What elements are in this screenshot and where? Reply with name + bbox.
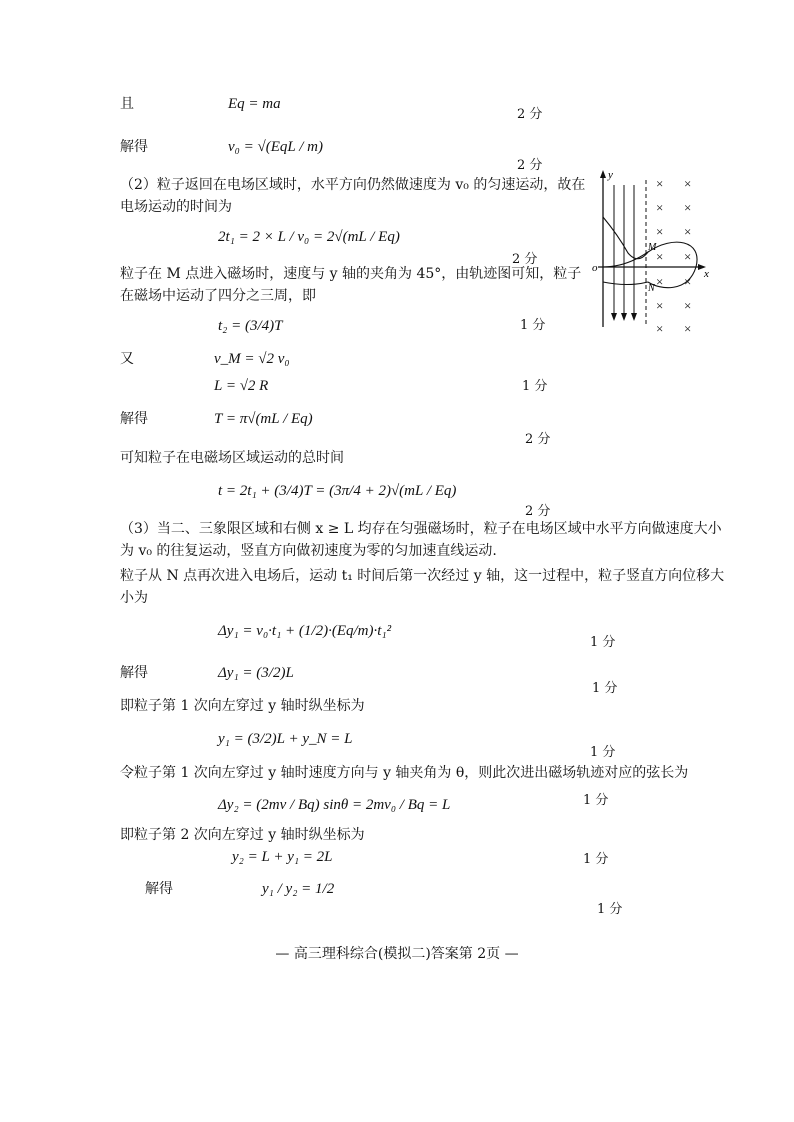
cross-icon: × xyxy=(684,274,692,289)
equation: 2t₁ = 2 × L / v₀ = 2√(mL / Eq) xyxy=(218,229,400,245)
score-points: 1 分 xyxy=(522,379,548,394)
score-points: 1 分 xyxy=(583,852,609,867)
score-points: 2 分 xyxy=(525,504,551,519)
y-axis-label: y xyxy=(608,169,613,181)
text-line: 粒子从 N 点再次进入电场后，运动 t₁ 时间后第一次经过 y 轴，这一过程中，粒子竖直方向位移大 xyxy=(120,568,725,584)
text-line: 解得 xyxy=(120,665,148,681)
trajectory-return xyxy=(603,282,648,285)
cross-icon: × xyxy=(684,200,692,215)
equation: y₂ = L + y₁ = 2L xyxy=(232,849,333,865)
equation: t₂ = (3/4)T xyxy=(218,318,283,334)
text-line: 可知粒子在电磁场区域运动的总时间 xyxy=(120,450,344,466)
cross-icon: × xyxy=(656,274,664,289)
point-n-label: N xyxy=(648,283,655,294)
score-points: 1 分 xyxy=(583,793,609,808)
score-points: 1 分 xyxy=(597,902,623,917)
text-line: 解得 xyxy=(120,139,148,155)
page-footer: — 高三理科综合(模拟二)答案第 2页 — xyxy=(275,946,519,962)
x-axis-label: x xyxy=(704,268,709,280)
text-line: 解得 xyxy=(145,881,173,897)
text-line: 即粒子第 2 次向左穿过 y 轴时纵坐标为 xyxy=(120,827,365,843)
equation: t = 2t₁ + (3/4)T = (3π/4 + 2)√(mL / Eq) xyxy=(218,483,457,499)
text-line: 电场运动的时间为 xyxy=(120,199,232,215)
equation: L = √2 R xyxy=(214,378,269,394)
score-points: 2 分 xyxy=(512,252,538,267)
equation: v₀ = √(EqL / m) xyxy=(228,139,323,155)
field-arrow-icon xyxy=(631,313,637,321)
origin-label: o xyxy=(592,262,598,274)
cross-icon: × xyxy=(684,224,692,239)
magnetic-field-crosses xyxy=(656,176,691,335)
equation: y₁ / y₂ = 1/2 xyxy=(262,881,335,897)
trajectory-upper xyxy=(603,217,648,259)
text-line: 为 v₀ 的往复运动，竖直方向做初速度为零的匀加速直线运动. xyxy=(120,543,497,559)
cross-icon: × xyxy=(656,200,664,215)
cross-icon: × xyxy=(684,249,692,264)
text-line: 解得 xyxy=(120,411,148,427)
text-line: 粒子在 M 点进入磁场时，速度与 y 轴的夹角为 45°，由轨迹图可知，粒子 xyxy=(120,266,582,282)
equation: Δy₁ = v₀·t₁ + (1/2)·(Eq/m)·t₁² xyxy=(218,623,392,639)
equation: Δy₁ = (3/2)L xyxy=(218,665,294,681)
cross-icon: × xyxy=(656,298,664,313)
field-arrow-icon xyxy=(611,313,617,321)
score-points: 1 分 xyxy=(590,635,616,650)
text-line: 小为 xyxy=(120,590,148,606)
cross-icon: × xyxy=(684,321,692,335)
text-line: 令粒子第 1 次向左穿过 y 轴时速度方向与 y 轴夹角为 θ，则此次进出磁场轨迹对应的弦长为 xyxy=(120,765,689,781)
cross-icon: × xyxy=(656,176,664,191)
field-arrow-icon xyxy=(621,313,627,321)
trajectory-figure xyxy=(588,165,728,335)
cross-icon: × xyxy=(656,224,664,239)
cross-icon: × xyxy=(684,298,692,313)
score-points: 1 分 xyxy=(520,318,546,333)
text-line: （3）当二、三象限区域和右侧 x ≥ L 均存在匀强磁场时，粒子在电场区域中水平方向做速度大小 xyxy=(120,521,722,537)
equation: v_M = √2 v₀ xyxy=(214,351,290,367)
equation: T = π√(mL / Eq) xyxy=(214,411,313,427)
equation: Eq = ma xyxy=(228,96,281,112)
score-points: 1 分 xyxy=(592,681,618,696)
text-line: 在磁场中运动了四分之三周，即 xyxy=(120,288,316,304)
y-axis-arrow-icon xyxy=(600,170,606,178)
equation: y₁ = (3/2)L + y_N = L xyxy=(218,731,353,747)
text-line: 又 xyxy=(120,351,134,367)
equation: Δy₂ = (2mv / Bq) sinθ = 2mv₀ / Bq = L xyxy=(218,797,451,813)
score-points: 2 分 xyxy=(517,107,543,122)
cross-icon: × xyxy=(656,249,664,264)
text-line: 且 xyxy=(120,96,134,112)
score-points: 2 分 xyxy=(525,432,551,447)
cross-icon: × xyxy=(684,176,692,191)
score-points: 2 分 xyxy=(517,158,543,173)
cross-icon: × xyxy=(656,321,664,335)
text-line: 即粒子第 1 次向左穿过 y 轴时纵坐标为 xyxy=(120,698,365,714)
point-m-label: M xyxy=(648,242,657,253)
score-points: 1 分 xyxy=(590,745,616,760)
text-line: （2）粒子返回在电场区域时，水平方向仍然做速度为 v₀ 的匀速运动，故在 xyxy=(120,177,586,193)
